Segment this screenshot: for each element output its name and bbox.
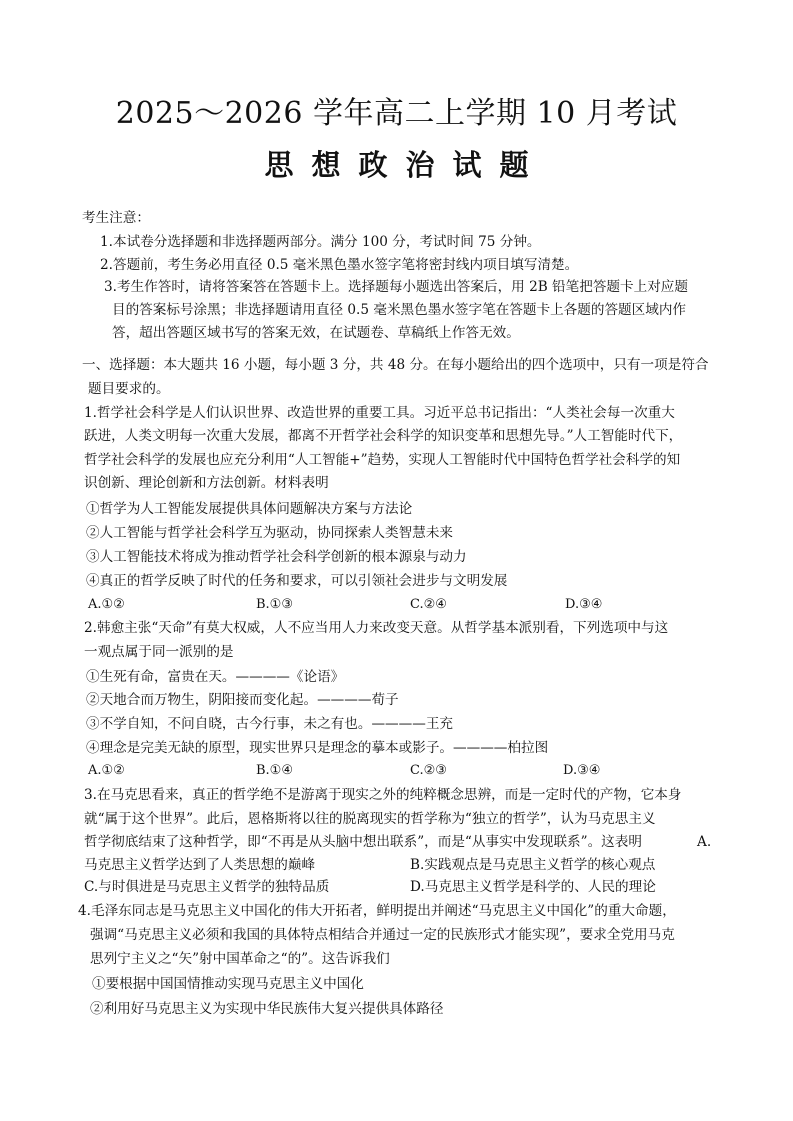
q2-choice-d: D.③④ [563, 763, 601, 778]
q2-item-1: ①生死有命，富贵在天。————《论语》 [86, 669, 345, 685]
q2-item-3: ③不学自知，不问自晓，古今行事，未之有也。————王充 [86, 716, 454, 732]
q3-stem-line-1: 3.在马克思看来，真正的哲学绝不是游离于现实之外的纯粹概念思辨，而是一定时代的产物，它本身 [84, 787, 682, 803]
q4-stem-line-3: 思列宁主义之“矢”射中国革命之“的”。这告诉我们 [90, 951, 390, 967]
q2-stem-line-2: 一观点属于同一派别的是 [84, 644, 234, 660]
q2-stem-line-1: 2.韩愈主张“天命”有莫大权威，人不应当用人力来改变天意。从哲学基本派别看，下列选项中与这 [84, 620, 669, 636]
notice-item-3: 3.考生作答时，请将答案答在答题卡上。选择题每小题选出答案后，用 2B 铅笔把答题卡上对应题 [104, 279, 688, 295]
q2-choice-c: C.②③ [410, 763, 447, 778]
q1-stem-line-2: 跃进，人类文明每一次重大发展，都离不开哲学社会科学的知识变革和思想先导。”人工智能时代下， [84, 428, 683, 444]
q2-choice-a: A.①② [88, 763, 125, 778]
q1-choice-c: C.②④ [410, 597, 447, 612]
q1-stem-line-1: 1.哲学社会科学是人们认识世界、改造世界的重要工具。习近平总书记指出：“人类社会每一次重大 [84, 405, 675, 421]
section-heading: 一、选择题：本大题共 16 小题，每小题 3 分，共 48 分。在每小题给出的四个选项中，只有一项是符合 [82, 357, 709, 373]
q3-choice-a-label: A. [697, 834, 712, 850]
q3-stem-line-3: 哲学彻底结束了这种哲学，即“不再是从头脑中想出联系”，而是“从事实中发现联系”。这表明 [84, 834, 642, 850]
q2-choice-b: B.①④ [256, 763, 293, 778]
q2-item-2: ②天地合而万物生，阴阳接而变化起。————荀子 [86, 692, 399, 708]
notice-item-3-cont1: 目的答案标号涂黑；非选择题请用直径 0.5 毫米黑色墨水签字笔在答题卡上各题的答题区域内作 [112, 302, 687, 318]
notice-heading: 考生注意： [82, 210, 150, 226]
q1-stem-line-3: 哲学社会科学的发展也应充分利用“人工智能+”趋势，实现人工智能时代中国特色哲学社会科学的知 [84, 452, 681, 468]
q3-choice-a: 马克思主义哲学达到了人类思想的巅峰 [84, 857, 316, 873]
q1-choice-b: B.①③ [256, 597, 293, 612]
section-heading-cont: 题目要求的。 [88, 381, 170, 397]
q1-item-1: ①哲学为人工智能发展提供具体问题解决方案与方法论 [86, 501, 413, 517]
q1-choice-a: A.①② [88, 597, 125, 612]
exam-title: 2025～2026 学年高二上学期 10 月考试 [115, 96, 678, 131]
q4-item-1: ①要根据中国国情推动实现马克思主义中国化 [92, 976, 364, 992]
exam-subject-title: 思想政治试题 [264, 148, 547, 182]
notice-item-3-cont2: 答，超出答题区域书写的答案无效，在试题卷、草稿纸上作答无效。 [112, 325, 520, 341]
q3-choice-d: D.马克思主义哲学是科学的、人民的理论 [410, 879, 656, 895]
q1-item-3: ③人工智能技术将成为推动哲学社会科学创新的根本源泉与动力 [86, 549, 467, 565]
q4-stem-line-2: 强调“马克思主义必须和我国的具体特点相结合并通过一定的民族形式才能实现”，要求全党用马克 [90, 927, 675, 943]
q4-stem-line-1: 4.毛泽东同志是马克思主义中国化的伟大开拓者，鲜明提出并阐述“马克思主义中国化”的重大命题， [78, 903, 676, 919]
q3-stem-line-2: 就“属于这个世界”。此后，恩格斯将以往的脱离现实的哲学称为“独立的哲学”，认为马克思主义 [84, 811, 656, 827]
q1-item-2: ②人工智能与哲学社会科学互为驱动，协同探索人类智慧未来 [86, 525, 454, 541]
q1-stem-line-4: 识创新、理论创新和方法创新。材料表明 [84, 475, 329, 491]
q4-item-2: ②利用好马克思主义为实现中华民族伟大复兴提供具体路径 [90, 1001, 444, 1017]
notice-item-1: 1.本试卷分选择题和非选择题两部分。满分 100 分，考试时间 75 分钟。 [100, 234, 541, 250]
q1-choice-d: D.③④ [565, 597, 603, 612]
q3-choice-b: B.实践观点是马克思主义哲学的核心观点 [410, 857, 656, 873]
q2-item-4: ④理念是完美无缺的原型，现实世界只是理念的摹本或影子。————柏拉图 [86, 740, 549, 756]
notice-item-2: 2.答题前，考生务必用直径 0.5 毫米黑色墨水签字笔将密封线内项目填写清楚。 [100, 257, 579, 273]
q1-item-4: ④真正的哲学反映了时代的任务和要求，可以引领社会进步与文明发展 [86, 573, 508, 589]
q3-choice-c: C.与时俱进是马克思主义哲学的独特品质 [84, 879, 330, 895]
